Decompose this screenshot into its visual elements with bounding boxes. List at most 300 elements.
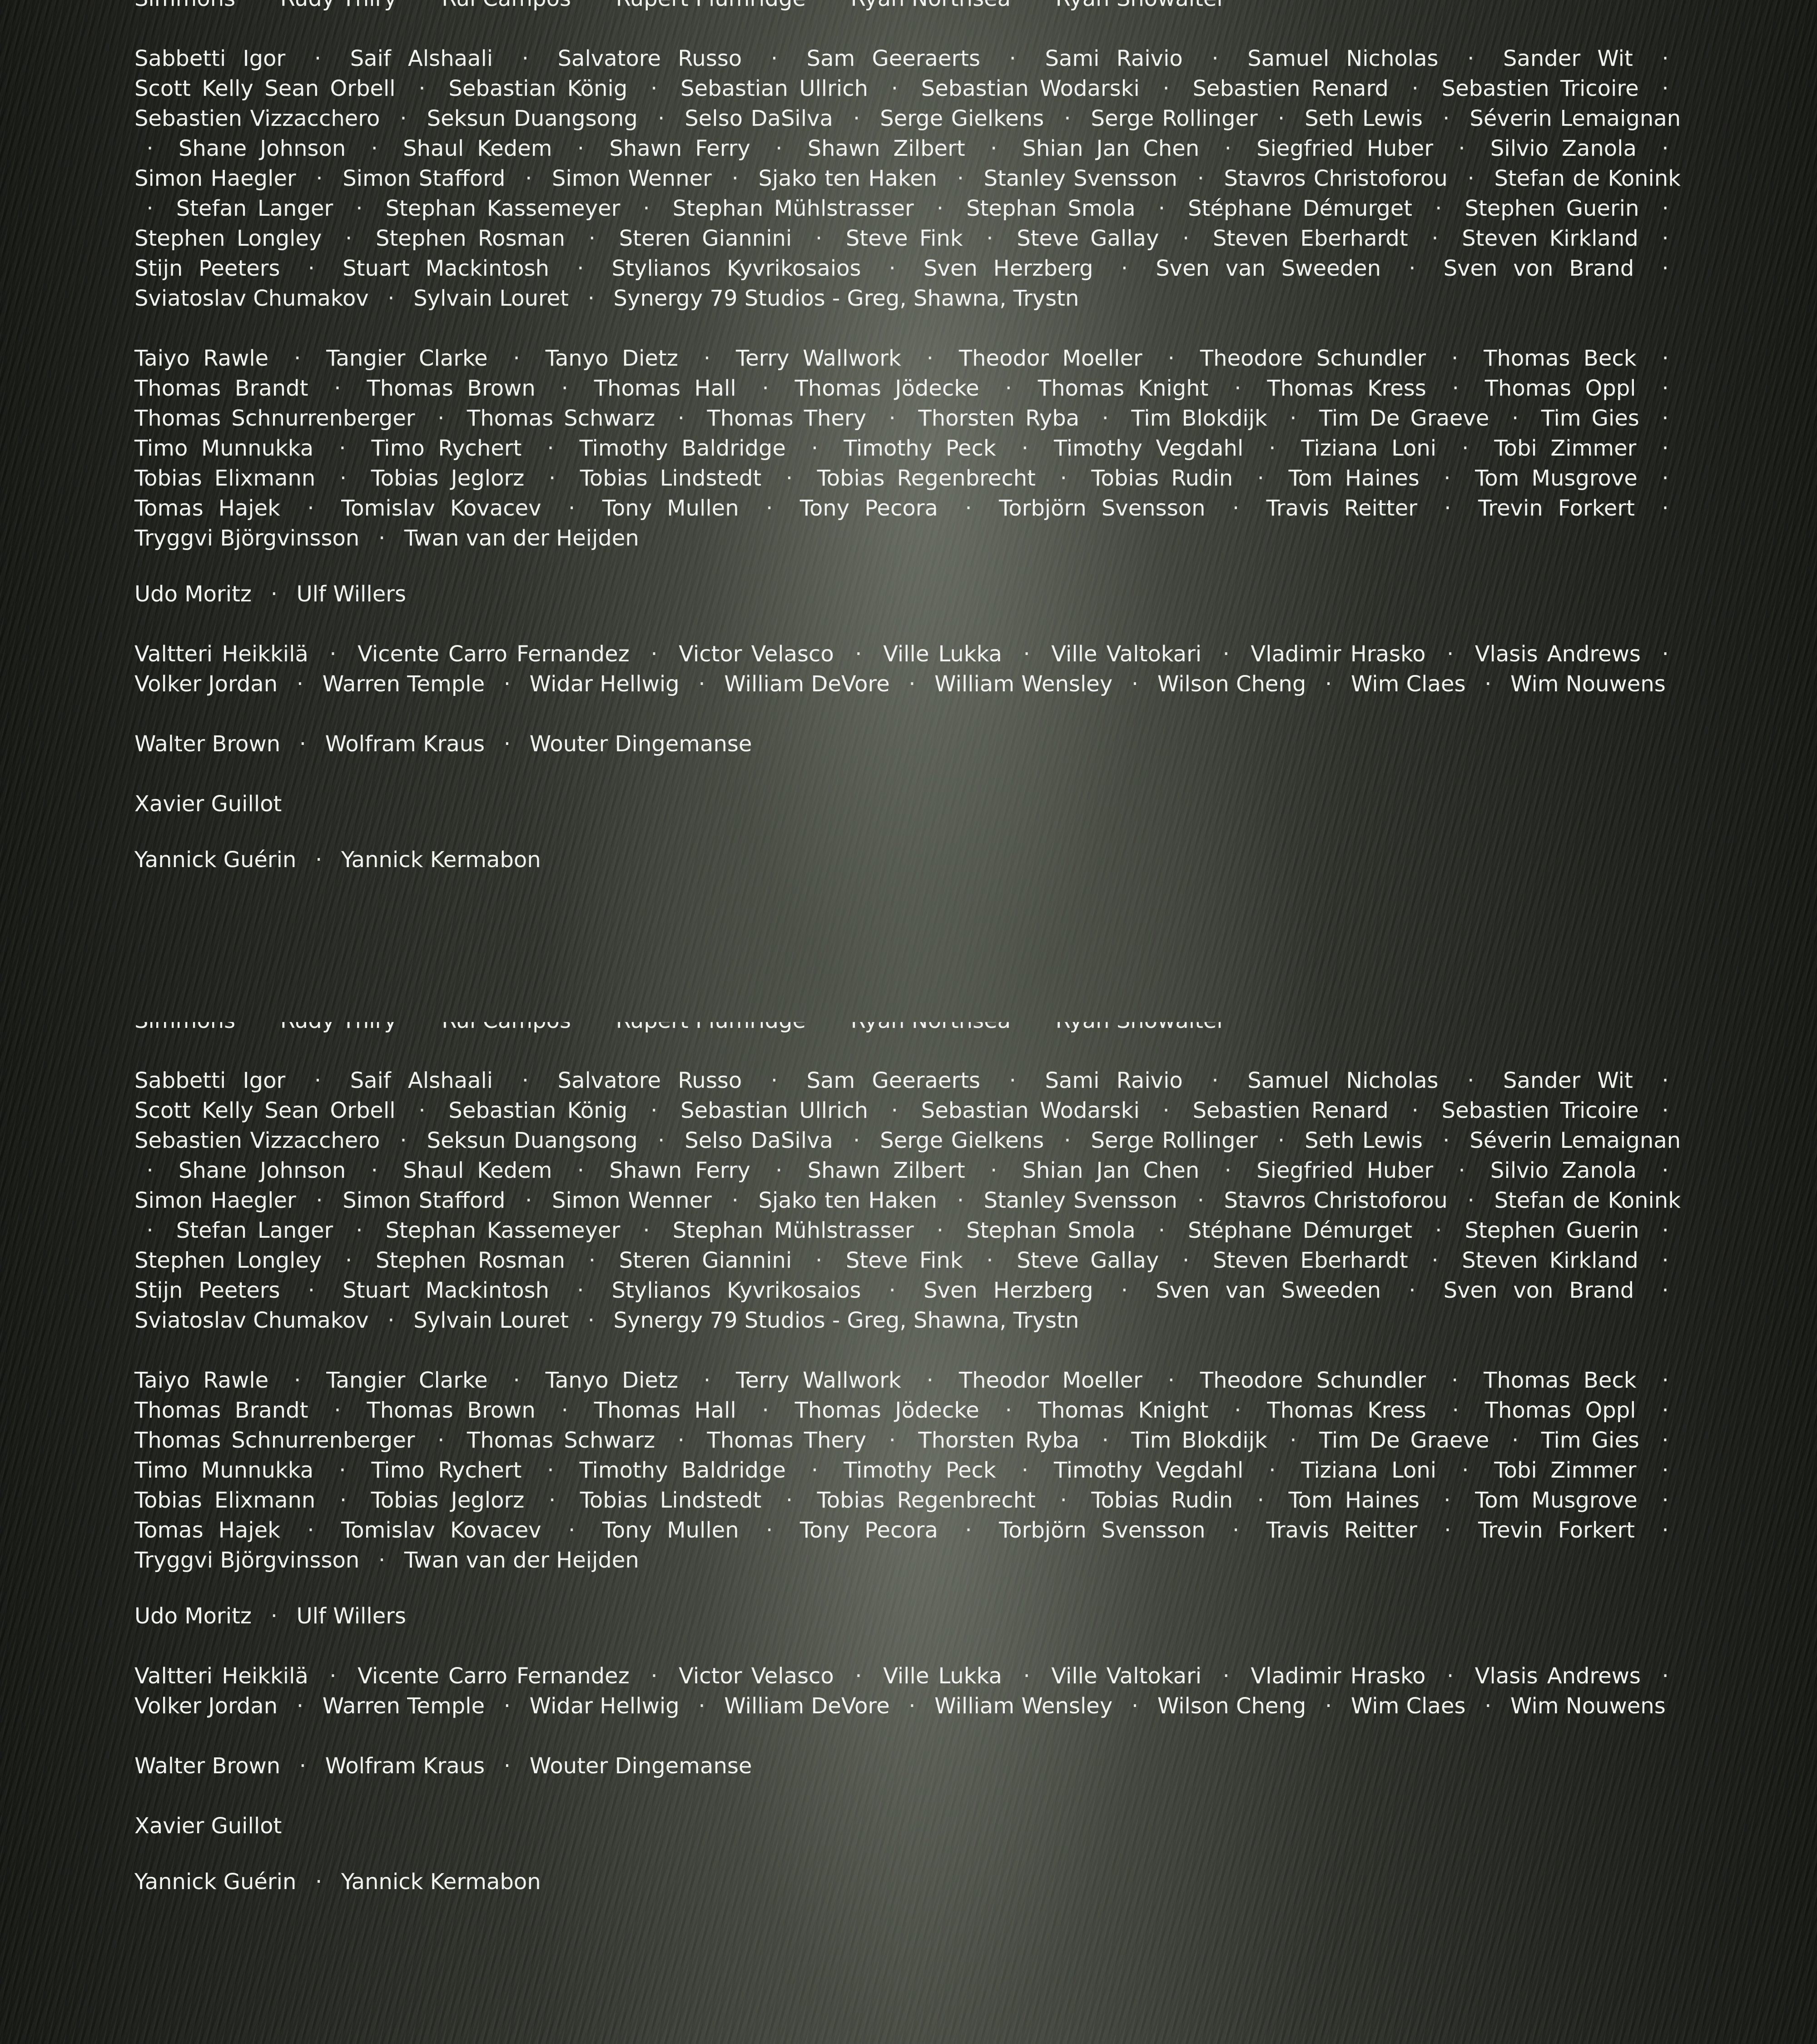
credit-name: Stephan Kassemeyer: [386, 196, 621, 221]
credit-name: Vlasis Andrews: [1475, 1663, 1641, 1689]
separator-dot: ·: [376, 283, 407, 313]
separator-dot: ·: [1212, 1156, 1243, 1186]
credit-name: Tangier Clarke: [326, 346, 487, 371]
credit-name: Steven Eberhardt: [1213, 1248, 1408, 1273]
credit-name: Travis Reitter: [1266, 496, 1417, 521]
credit-name: Walter Brown: [134, 1753, 280, 1779]
credit-name: Travis Reitter: [1266, 1518, 1417, 1543]
credit-name: Volker Jordan: [134, 671, 278, 697]
credit-name: Trevin Forkert: [1478, 1518, 1635, 1543]
credit-name: Scott Kelly Sean Orbell: [134, 76, 396, 101]
credit-name: Thomas Oppl: [1485, 376, 1636, 401]
credit-name: Shian Jan Chen: [1023, 1158, 1200, 1183]
credit-name: Salvatore Russo: [558, 46, 742, 71]
credit-name: Steve Gallay: [1017, 1248, 1159, 1273]
separator-dot: ·: [1278, 1425, 1309, 1455]
credit-name: Thomas Hall: [594, 376, 736, 401]
separator-dot: ·: [501, 1365, 532, 1395]
separator-dot: ·: [1313, 669, 1344, 699]
credit-name: Valtteri Heikkilä: [134, 641, 308, 667]
credit-name: Serge Gielkens: [880, 106, 1044, 131]
separator-dot: ·: [974, 1245, 1005, 1275]
credit-name: Sven van Sweeden: [1156, 1278, 1381, 1303]
credit-name: Ville Lukka: [883, 1663, 1002, 1689]
separator-dot: ·: [296, 253, 327, 283]
separator-dot: ·: [535, 433, 566, 463]
separator-dot: ·: [993, 1395, 1024, 1425]
credit-name: Selso DaSilva: [685, 1128, 833, 1153]
separator-dot: ·: [1650, 1215, 1681, 1245]
separator-dot: ·: [1650, 223, 1681, 253]
credit-name: Tony Mullen: [602, 1518, 739, 1543]
separator-dot: ·: [1455, 1186, 1486, 1215]
credit-name: Wim Claes: [1351, 1693, 1466, 1719]
separator-dot: ·: [258, 1601, 289, 1631]
credit-name: Ulf Willers: [297, 1603, 406, 1629]
credit-name: Wim Nouwens: [1510, 1693, 1666, 1719]
separator-dot: ·: [1156, 1365, 1187, 1395]
separator-dot: ·: [565, 134, 596, 164]
separator-dot: ·: [426, 1425, 457, 1455]
credit-name: Wouter Dingemanse: [530, 731, 752, 757]
credit-name: Tobias Jeglorz: [371, 1488, 525, 1513]
credit-name: Vladimir Hrasko: [1251, 641, 1425, 667]
separator-dot: ·: [841, 104, 872, 134]
credit-name: Samuel Nicholas: [1247, 46, 1438, 71]
credit-name: Tom Musgrove: [1475, 1488, 1638, 1513]
credit-name: Stuart Mackintosh: [343, 256, 549, 281]
separator-dot: ·: [1500, 1425, 1531, 1455]
separator-dot: ·: [665, 403, 696, 433]
credit-name: Sabbetti Igor: [134, 46, 285, 71]
credit-name: Timothy Vegdahl: [1054, 436, 1243, 461]
separator-dot: ·: [1257, 1455, 1288, 1485]
separator-dot: ·: [1052, 104, 1083, 134]
separator-dot: ·: [1500, 403, 1531, 433]
credit-name: Tony Pecora: [800, 496, 938, 521]
credit-name: Stephen Guerin: [1465, 196, 1639, 221]
separator-dot: ·: [556, 493, 587, 523]
separator-dot: ·: [328, 1485, 358, 1515]
separator-dot: ·: [1420, 1245, 1450, 1275]
separator-dot: ·: [576, 1245, 607, 1275]
separator-dot: ·: [997, 44, 1028, 74]
credit-name: Tomislav Kovacev: [341, 1518, 541, 1543]
credit-name: Timothy Peck: [844, 436, 996, 461]
separator-dot: ·: [388, 1126, 419, 1156]
separator-dot: ·: [1200, 1066, 1231, 1096]
credit-name: Steren Giannini: [619, 226, 792, 251]
credit-name: Sebastien Renard: [1193, 76, 1389, 101]
credit-name: Sven Herzberg: [923, 256, 1093, 281]
separator-dot: ·: [282, 343, 313, 373]
credit-name: Terry Wallwork: [736, 1368, 901, 1393]
separator-dot: ·: [322, 373, 353, 403]
separator-dot: ·: [1440, 373, 1471, 403]
credit-name: Sebastian Ullrich: [680, 76, 868, 101]
separator-dot: ·: [407, 1096, 437, 1126]
credit-name: Victor Velasco: [679, 641, 834, 667]
credit-name: Twan van der Heijden: [404, 526, 639, 551]
separator-dot: ·: [754, 493, 785, 523]
credit-name: Salvatore Russo: [558, 1068, 742, 1093]
credit-name: Yannick Guérin: [134, 1869, 296, 1895]
separator-dot: ·: [549, 373, 580, 403]
credit-name: Twan van der Heijden: [404, 1548, 639, 1573]
separator-dot: ·: [1455, 44, 1486, 74]
credit-name: Udo Moritz: [134, 581, 252, 607]
separator-dot: ·: [407, 74, 437, 104]
separator-dot: ·: [1048, 463, 1079, 493]
separator-dot: ·: [1171, 223, 1201, 253]
credit-name: Tanyo Dietz: [546, 346, 678, 371]
credit-name: Stijn Peeters: [134, 256, 280, 281]
credit-name: Sebastian Wodarski: [921, 1098, 1140, 1123]
credit-name: Sebastian Ullrich: [680, 1098, 868, 1123]
credit-name: Scott Kelly Sean Orbell: [134, 1098, 396, 1123]
separator-dot: ·: [804, 223, 834, 253]
credit-name: Tobias Jeglorz: [371, 466, 525, 491]
credit-name: Tom Haines: [1288, 1488, 1419, 1513]
separator-dot: ·: [1650, 1275, 1681, 1305]
separator-dot: ·: [556, 1515, 587, 1545]
credit-name: Tobias Rudin: [1091, 466, 1233, 491]
separator-dot: ·: [1446, 134, 1477, 164]
separator-dot: ·: [359, 134, 390, 164]
credit-name: Seksun Duangsong: [427, 106, 638, 131]
credit-name: Seth Lewis: [1305, 106, 1423, 131]
credit-name: Theodore Schundler: [1200, 1368, 1426, 1393]
separator-dot: ·: [491, 669, 522, 699]
separator-dot: ·: [344, 1215, 375, 1245]
separator-dot: ·: [1650, 1485, 1681, 1515]
separator-dot: ·: [978, 1156, 1009, 1186]
separator-dot: ·: [1011, 639, 1042, 669]
credit-name: William DeVore: [724, 671, 889, 697]
credit-name: Tobias Lindstedt: [580, 466, 762, 491]
credit-name: Tim De Graeve: [1319, 406, 1489, 431]
credit-name: William Wensley: [934, 671, 1112, 697]
separator-dot: ·: [720, 1186, 750, 1215]
credit-name: Vladimir Hrasko: [1251, 1663, 1425, 1689]
separator-dot: ·: [1221, 493, 1251, 523]
credit-name: Timothy Vegdahl: [1054, 1458, 1243, 1483]
separator-dot: ·: [1151, 74, 1182, 104]
credit-name: Stavros Christoforou: [1224, 166, 1447, 191]
separator-dot: ·: [879, 74, 910, 104]
credit-name: Widar Hellwig: [530, 671, 680, 697]
credit-name: Shawn Ferry: [609, 136, 750, 161]
credit-name: Sami Raivio: [1045, 46, 1182, 71]
credit-name: Silvio Zanola: [1490, 136, 1637, 161]
separator-dot: ·: [877, 1425, 908, 1455]
credit-name: Sven van Sweeden: [1156, 256, 1381, 281]
credit-name: Stijn Peeters: [134, 1278, 280, 1303]
credit-name: Sviatoslav Chumakov: [134, 1308, 369, 1333]
credit-name: Tryggvi Björgvinsson: [134, 526, 359, 551]
separator-dot: ·: [877, 253, 908, 283]
credit-name: Sander Wit: [1503, 46, 1633, 71]
credit-name: Thomas Oppl: [1485, 1398, 1636, 1423]
credit-name: Thomas Kress: [1267, 1398, 1426, 1423]
separator-dot: ·: [897, 669, 928, 699]
credit-name: Thomas Hall: [594, 1398, 736, 1423]
separator-dot: ·: [879, 1096, 910, 1126]
separator-dot: ·: [1146, 1215, 1177, 1245]
separator-dot: ·: [1120, 669, 1151, 699]
separator-dot: ·: [1440, 343, 1470, 373]
separator-dot: ·: [1423, 193, 1454, 223]
separator-dot: ·: [1185, 1186, 1216, 1215]
separator-dot: ·: [759, 1066, 789, 1096]
credit-name: Tobias Regenbrecht: [817, 466, 1036, 491]
credit-name: Vlasis Andrews: [1475, 641, 1641, 667]
separator-dot: ·: [359, 1156, 390, 1186]
credit-name: Tobias Elixmann: [134, 1488, 315, 1513]
credit-name: Theodor Moeller: [959, 346, 1142, 371]
credit-name: Sebastien Tricoire: [1442, 76, 1639, 101]
credit-name: Stephan Mühlstrasser: [673, 1218, 914, 1243]
separator-dot: ·: [1052, 1126, 1083, 1156]
credit-name: Thomas Beck: [1484, 346, 1636, 371]
separator-dot: ·: [304, 164, 335, 193]
separator-dot: ·: [1212, 134, 1243, 164]
credit-name: Sebastien Vizzacchero: [134, 1128, 380, 1153]
separator-dot: ·: [287, 1751, 318, 1781]
separator-dot: ·: [388, 104, 419, 134]
credit-name: Tiziana Loni: [1301, 1458, 1437, 1483]
credit-name: Torbjörn Svensson: [999, 496, 1205, 521]
credit-name: Thomas Beck: [1484, 1368, 1636, 1393]
credit-name: Siegfried Huber: [1256, 136, 1433, 161]
credit-name: Sven von Brand: [1444, 256, 1634, 281]
separator-dot: ·: [1400, 74, 1430, 104]
separator-dot: ·: [537, 1485, 568, 1515]
credit-name: Thomas Thery: [707, 1428, 866, 1453]
credit-name: Tom Musgrove: [1475, 466, 1638, 491]
credit-name: Wolfram Kraus: [325, 1753, 485, 1779]
separator-dot: ·: [750, 373, 781, 403]
credit-name: Tony Pecora: [800, 1518, 938, 1543]
credit-name: Thomas Schnurrenberger: [134, 1428, 415, 1453]
separator-dot: ·: [1650, 193, 1681, 223]
separator-dot: ·: [1440, 1365, 1470, 1395]
credit-name: Tryggvi Björgvinsson: [134, 1548, 359, 1573]
credit-name: Timo Munnukka: [134, 1458, 313, 1483]
separator-dot: ·: [877, 403, 908, 433]
separator-dot: ·: [1650, 134, 1681, 164]
separator-dot: ·: [1650, 639, 1681, 669]
credit-name: Serge Rollinger: [1091, 1128, 1258, 1153]
credit-name: Synergy 79 Studios - Greg, Shawna, Trystn: [614, 286, 1079, 311]
separator-dot: ·: [1650, 463, 1681, 493]
credit-name: Sylvain Louret: [413, 1308, 569, 1333]
credit-name: Thomas Brown: [367, 376, 535, 401]
separator-dot: ·: [134, 193, 165, 223]
credit-name: Steren Giannini: [619, 1248, 792, 1273]
credit-name: William DeVore: [724, 1693, 889, 1719]
separator-dot: ·: [1151, 1096, 1182, 1126]
credit-name: Thomas Schwarz: [467, 1428, 655, 1453]
separator-dot: ·: [134, 1215, 165, 1245]
credit-name: Shawn Ferry: [609, 1158, 750, 1183]
separator-dot: ·: [1245, 1485, 1276, 1515]
separator-dot: ·: [576, 283, 606, 313]
credit-name: Theodore Schundler: [1200, 346, 1426, 371]
separator-dot: ·: [1650, 433, 1681, 463]
credit-name: Samuel Nicholas: [1247, 1068, 1438, 1093]
credit-name: Sylvain Louret: [413, 286, 569, 311]
separator-dot: ·: [774, 1485, 804, 1515]
credit-name: Stefan Langer: [176, 196, 333, 221]
separator-dot: ·: [367, 1545, 397, 1575]
credit-name: Timothy Peck: [844, 1458, 996, 1483]
credit-name: Serge Rollinger: [1091, 106, 1258, 131]
separator-dot: ·: [646, 104, 677, 134]
separator-dot: ·: [978, 134, 1009, 164]
separator-dot: ·: [1222, 373, 1253, 403]
credit-name: Stephan Kassemeyer: [386, 1218, 621, 1243]
credit-name: Tim Blokdijk: [1131, 406, 1267, 431]
credit-name: Ville Valtokari: [1051, 641, 1201, 667]
credit-name: Séverin Lemaignan: [1469, 106, 1681, 131]
separator-dot: ·: [1440, 1395, 1471, 1425]
credit-name: Thomas Jödecke: [795, 376, 979, 401]
credit-name: Vicente Carro Fernandez: [357, 641, 630, 667]
credit-name: Yannick Kermabon: [341, 1869, 541, 1895]
credit-name: Thomas Schwarz: [467, 406, 655, 431]
separator-dot: ·: [1090, 1425, 1121, 1455]
separator-dot: ·: [426, 403, 457, 433]
separator-dot: ·: [1109, 1275, 1140, 1305]
credit-name: Simon Wenner: [552, 166, 712, 191]
credit-name: Thomas Kress: [1267, 376, 1426, 401]
credit-name: Wim Nouwens: [1510, 671, 1666, 697]
credit-name: Sviatoslav Chumakov: [134, 286, 369, 311]
separator-dot: ·: [376, 1305, 407, 1335]
separator-dot: ·: [1650, 1066, 1681, 1096]
separator-dot: ·: [1650, 253, 1681, 283]
credit-name: Simon Haegler: [134, 1188, 296, 1213]
separator-dot: ·: [1450, 1455, 1481, 1485]
credit-name: Saif Alshaali: [350, 1068, 493, 1093]
credit-name: Sam Geeraerts: [807, 46, 980, 71]
separator-dot: ·: [1432, 493, 1463, 523]
credit-name: Timo Munnukka: [134, 436, 313, 461]
separator-dot: ·: [774, 463, 804, 493]
credit-name: Tim Gies: [1541, 406, 1639, 431]
credit-name: Sami Raivio: [1045, 1068, 1182, 1093]
credit-name: Ville Valtokari: [1051, 1663, 1201, 1689]
credit-name: Sven von Brand: [1444, 1278, 1634, 1303]
separator-dot: ·: [565, 1156, 596, 1186]
credit-name: Steve Gallay: [1017, 226, 1159, 251]
separator-dot: ·: [1200, 44, 1231, 74]
separator-dot: ·: [1650, 493, 1681, 523]
separator-dot: ·: [1423, 1215, 1454, 1245]
separator-dot: ·: [1257, 433, 1288, 463]
separator-dot: ·: [134, 134, 165, 164]
credit-name: William Wensley: [934, 1693, 1112, 1719]
credit-name: Terry Wallwork: [736, 346, 901, 371]
credit-name: Stéphane Démurget: [1188, 1218, 1412, 1243]
separator-dot: ·: [491, 1751, 522, 1781]
separator-dot: ·: [287, 729, 318, 759]
separator-dot: ·: [258, 579, 289, 609]
credit-name: Thomas Brown: [367, 1398, 535, 1423]
separator-dot: ·: [691, 1365, 722, 1395]
separator-dot: ·: [282, 1365, 313, 1395]
credit-name: Stephan Mühlstrasser: [673, 196, 914, 221]
separator-dot: ·: [513, 164, 544, 193]
separator-dot: ·: [1650, 74, 1681, 104]
separator-dot: ·: [1650, 1515, 1681, 1545]
separator-dot: ·: [1397, 1275, 1428, 1305]
credit-name: Sabbetti Igor: [134, 1068, 285, 1093]
credit-name: Stefan de Konink: [1494, 1188, 1681, 1213]
separator-dot: ·: [1455, 1066, 1486, 1096]
separator-dot: ·: [843, 1661, 874, 1691]
separator-dot: ·: [1432, 1515, 1463, 1545]
separator-dot: ·: [537, 463, 568, 493]
separator-dot: ·: [646, 1126, 677, 1156]
separator-dot: ·: [843, 639, 874, 669]
separator-dot: ·: [1431, 1126, 1462, 1156]
credit-name: Steve Fink: [846, 1248, 963, 1273]
separator-dot: ·: [1185, 164, 1216, 193]
credit-name: Widar Hellwig: [530, 1693, 680, 1719]
separator-dot: ·: [1397, 253, 1428, 283]
credit-name: Stanley Svensson: [984, 1188, 1177, 1213]
credit-name: Victor Velasco: [679, 1663, 834, 1689]
separator-dot: ·: [1446, 1156, 1477, 1186]
credit-name: Steven Eberhardt: [1213, 226, 1408, 251]
credit-name: Ulf Willers: [297, 581, 406, 607]
separator-dot: ·: [924, 193, 955, 223]
separator-dot: ·: [665, 1425, 696, 1455]
credit-name: Stephen Guerin: [1465, 1218, 1639, 1243]
credit-name: Sjako ten Haken: [759, 166, 938, 191]
credit-name: Torbjörn Svensson: [999, 1518, 1205, 1543]
credit-name: Stefan de Konink: [1494, 166, 1681, 191]
separator-dot: ·: [1650, 1156, 1681, 1186]
separator-dot: ·: [327, 1455, 358, 1485]
separator-dot: ·: [1245, 463, 1276, 493]
credit-name: Selso DaSilva: [685, 106, 833, 131]
separator-dot: ·: [501, 343, 532, 373]
separator-dot: ·: [639, 639, 670, 669]
separator-dot: ·: [945, 164, 976, 193]
credit-name: Séverin Lemaignan: [1469, 1128, 1681, 1153]
credit-name: Synergy 79 Studios - Greg, Shawna, Trystn: [614, 1308, 1079, 1333]
separator-dot: ·: [304, 1186, 335, 1215]
separator-dot: ·: [686, 1691, 717, 1721]
separator-dot: ·: [639, 1096, 670, 1126]
credit-name: Valtteri Heikkilä: [134, 1663, 308, 1689]
separator-dot: ·: [631, 193, 662, 223]
separator-dot: ·: [914, 1365, 945, 1395]
separator-dot: ·: [333, 1245, 364, 1275]
credit-name: Tobi Zimmer: [1494, 1458, 1636, 1483]
credit-name: Walter Brown: [134, 731, 280, 757]
credit-name: Thorsten Ryba: [918, 1428, 1079, 1453]
credit-name: Tobias Rudin: [1091, 1488, 1233, 1513]
separator-dot: ·: [974, 223, 1005, 253]
separator-dot: ·: [720, 164, 750, 193]
credit-name: Stefan Langer: [176, 1218, 333, 1243]
credit-name: Tobias Lindstedt: [580, 1488, 762, 1513]
credit-name: Tomas Hajek: [134, 1518, 280, 1543]
